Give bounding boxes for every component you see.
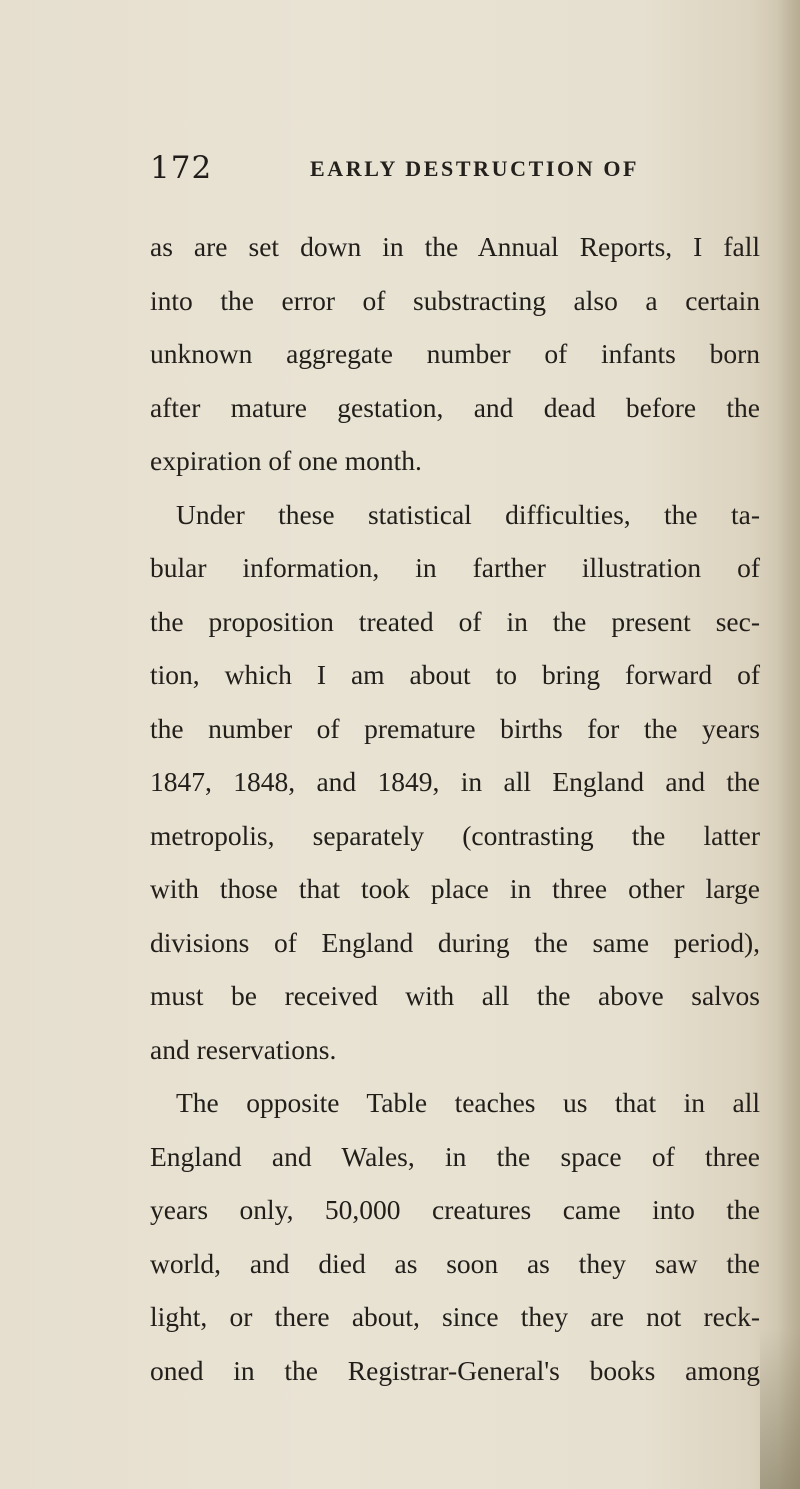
- text-line: into the error of substracting also a certain: [150, 284, 760, 316]
- running-head: EARLY DESTRUCTION OF: [310, 156, 640, 181]
- text-line: years only, 50,000 creatures came into the: [150, 1194, 760, 1225]
- text-line: metropolis, separately (contrasting the latter: [150, 819, 760, 851]
- text-line: 1847, 1848, and 1849, in all England and the: [150, 766, 760, 797]
- text-line: as are set down in the Annual Reports, I fall: [150, 231, 760, 262]
- text-line: with those that took place in three other large: [150, 873, 760, 904]
- text-line: expiration of one month.: [150, 445, 422, 476]
- page-corner-shadow: [760, 1329, 800, 1489]
- text-line: Under these statistical difficulties, the ta-: [176, 498, 760, 530]
- body-text: [150, 220, 760, 1397]
- page-edge-shadow: [778, 0, 800, 1489]
- page-header: [150, 148, 750, 188]
- text-line: divisions of England during the same period),: [150, 926, 760, 958]
- text-line: world, and died as soon as they saw the: [150, 1247, 760, 1279]
- text-line: unknown aggregate number of infants born: [150, 338, 760, 369]
- text-line: oned in the Registrar-General's books among: [150, 1354, 760, 1386]
- text-line: the number of premature births for the years: [150, 712, 760, 744]
- text-line: England and Wales, in the space of three: [150, 1140, 760, 1172]
- text-line: light, or there about, since they are not reck-: [150, 1301, 760, 1332]
- text-line: tion, which I am about to bring forward of: [150, 659, 760, 690]
- text-line: bular information, in farther illustration of: [150, 552, 760, 583]
- text-line: must be received with all the above salvos: [150, 980, 760, 1011]
- text-line: after mature gestation, and dead before the: [150, 391, 760, 423]
- text-line: and reservations.: [150, 1033, 337, 1065]
- page-number: 172: [150, 150, 213, 186]
- text-line: the proposition treated of in the present sec-: [150, 605, 760, 637]
- text-line: The opposite Table teaches us that in all: [176, 1087, 760, 1118]
